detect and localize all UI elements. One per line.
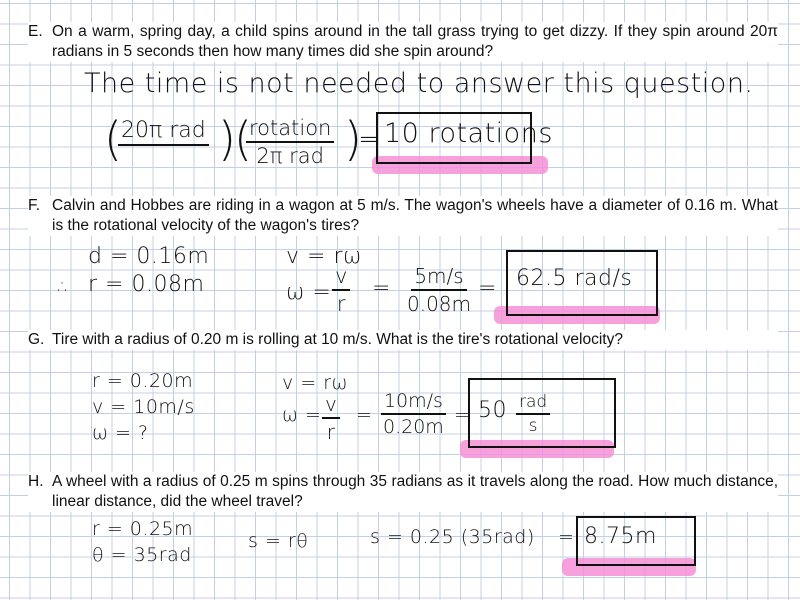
question-letter: G. xyxy=(28,331,45,348)
fraction-20pi-rad: 20π rad xyxy=(118,118,209,172)
question-text: Calvin and Hobbes are riding in a wagon at 5 m/s. The wagon's wheels have a diameter of 0.16 m. What is the rotational velocity of the wagon's tires? xyxy=(52,197,778,234)
answer-unit: rad s xyxy=(516,392,550,436)
fraction-v-over-r: $\frac{v}{r}$ xyxy=(322,392,340,444)
equals-sign: = xyxy=(372,276,391,301)
question-letter: F. xyxy=(28,197,41,214)
given-radius: r = 0.08m xyxy=(88,272,205,297)
answer-value: 50 xyxy=(478,398,507,423)
fraction-v-over-r: $\frac{v}{r}$ xyxy=(332,264,350,316)
left-paren: ( xyxy=(234,112,252,166)
given-diameter: d = 0.16m xyxy=(88,244,210,269)
right-paren: ) xyxy=(218,112,236,166)
answer-text: 8.75m xyxy=(584,524,657,549)
equals-sign: = xyxy=(454,404,471,426)
omega-lhs: ω = xyxy=(282,404,322,426)
given-radius: r = 0.20m xyxy=(92,370,194,392)
question-text: On a warm, spring day, a child spins around in the tall grass trying to get dizzy. If they spin around 20π radians in 5 seconds then how many times did she spin around? xyxy=(52,23,778,60)
question-text: A wheel with a radius of 0.25 m spins through 35 radians as it travels along the road. How much distance, linear distance, did the wheel travel? xyxy=(52,473,778,510)
formula: v = rω xyxy=(286,244,362,269)
substitution: s = 0.25 (35rad) xyxy=(370,526,535,548)
question-letter: H. xyxy=(28,473,44,490)
question-e xyxy=(28,22,778,62)
question-h xyxy=(28,472,778,512)
question-letter: E. xyxy=(28,23,43,40)
answer-text: 62.5 rad/s xyxy=(516,266,633,291)
equals-sign: = xyxy=(356,404,373,426)
given-velocity: v = 10m/s xyxy=(92,396,195,418)
given-radius: r = 0.25m xyxy=(92,518,194,540)
left-paren: ( xyxy=(104,112,122,166)
equals-sign: = xyxy=(478,276,497,301)
question-f xyxy=(28,196,778,236)
given-angle: θ = 35rad xyxy=(92,544,192,566)
right-paren: ) xyxy=(344,112,362,166)
fraction-rotation-per-2pi: rotation 2π rad xyxy=(246,116,334,168)
formula: s = rθ xyxy=(248,530,309,552)
equals-sign: = xyxy=(358,124,382,155)
therefore-symbol: ∴ xyxy=(58,276,71,298)
fraction-substitution: $\frac{5m/s}{0.08m}$ xyxy=(407,264,472,316)
question-text: Tire with a radius of 0.20 m is rolling at 10 m/s. What is the tire's rotational velocity? xyxy=(52,331,623,348)
omega-lhs: ω = xyxy=(286,280,332,305)
handwritten-note: The time is not needed to answer this question. xyxy=(84,68,754,99)
fraction-substitution: $\frac{10m/s}{0.20m}$ xyxy=(380,390,447,438)
question-g xyxy=(28,330,778,350)
equals-sign: = xyxy=(558,526,575,548)
unknown-omega: ω = ? xyxy=(92,422,149,444)
answer-text: 10 rotations xyxy=(384,118,553,149)
formula: v = rω xyxy=(282,372,348,394)
